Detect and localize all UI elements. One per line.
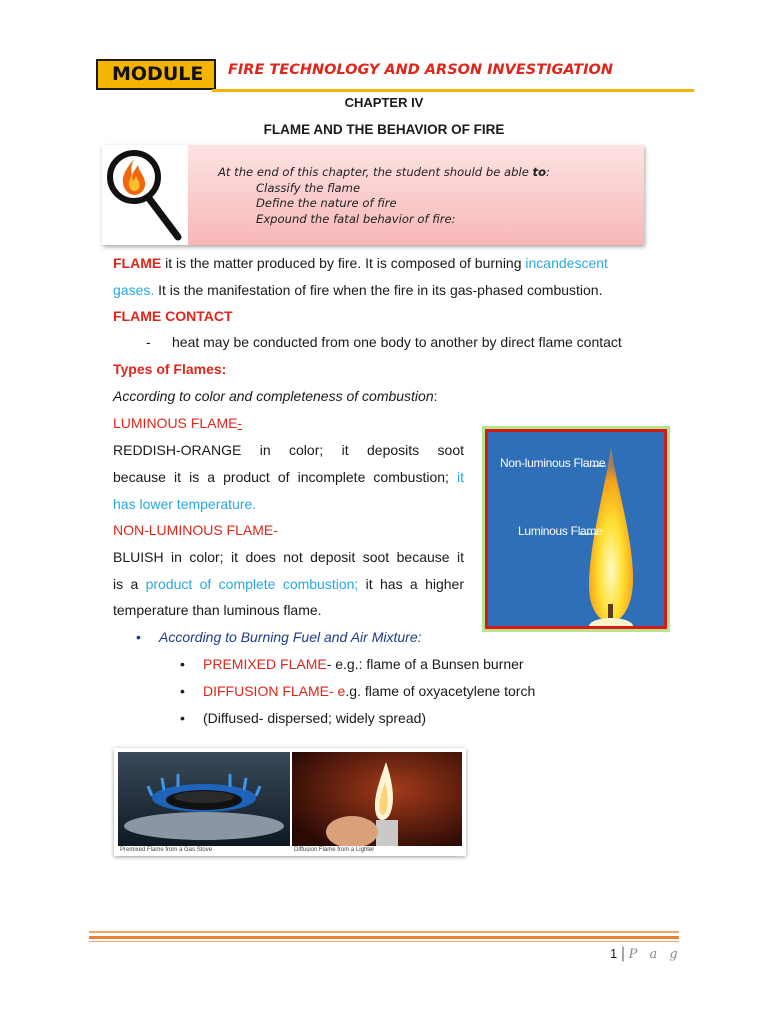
premixed-item: PREMIXED FLAME- e.g.: flame of a Bunsen burner <box>203 656 524 672</box>
premixed-photo-caption: Premixed Flame from a Gas Stove <box>120 847 213 853</box>
luminous-caption: Luminous Flame <box>518 524 603 538</box>
bullet-icon: • <box>180 710 185 726</box>
flame-term: FLAME <box>113 255 162 271</box>
bullet-icon: • <box>180 656 185 672</box>
luminous-flame-label: LUMINOUS FLAME- <box>113 415 243 431</box>
diffusion-item: DIFFUSION FLAME- e.g. flame of oxyacetylene torch <box>203 683 536 699</box>
lighter-photo <box>292 752 462 846</box>
luminous-line-3: has lower temperature. <box>113 496 257 512</box>
page-number: 1 <box>610 946 618 961</box>
flame-contact-text: heat may be conducted from one body to another by direct flame contact <box>172 334 622 350</box>
footer-rule <box>89 936 679 939</box>
flame-definition: FLAME it is the matter produced by fire. It is composed of burning incandescent gases. It is the manifestation of fire when the fire in its gas-phased combustion. <box>113 255 608 298</box>
wick-icon <box>608 604 613 618</box>
mixture-bullet: • <box>136 629 141 645</box>
header-rule <box>212 89 694 92</box>
objectives-intro: At the end of this chapter, the student should be able to: <box>218 165 550 179</box>
diffusion-photo-caption: Diffusion Flame from a Lighter <box>294 847 375 853</box>
page-separator: | <box>620 945 626 962</box>
types-subheading: According to color and completeness of combustion: <box>113 388 438 404</box>
module-label: MODULE <box>96 59 216 90</box>
page-footer <box>610 945 682 963</box>
objectives-panel <box>102 145 644 245</box>
footer-rule <box>89 931 679 933</box>
chapter-number: CHAPTER IV <box>344 95 424 110</box>
diffused-note: (Diffused- dispersed; widely spread) <box>203 710 427 726</box>
objectives-text <box>218 165 550 227</box>
types-heading: Types of Flames: <box>113 361 227 377</box>
flame-contact-dash: - <box>146 334 151 350</box>
luminous-line-1: REDDISH-ORANGE in color; it deposits soot <box>113 442 464 458</box>
luminous-line-2: because it is a product of incomplete combustion; it <box>113 469 464 485</box>
bullet-icon: • <box>180 683 185 699</box>
page-label: P a g <box>628 947 682 962</box>
candle-flame-image <box>485 429 667 629</box>
nonluminous-caption: Non-luminous Flame <box>500 456 606 470</box>
chapter-title: FLAME AND THE BEHAVIOR OF FIRE <box>263 122 505 137</box>
objective-item: Classify the flame <box>256 180 361 195</box>
mixture-heading: According to Burning Fuel and Air Mixture: <box>159 629 422 645</box>
flame-contact-heading: FLAME CONTACT <box>113 308 233 324</box>
gas-stove-photo <box>118 752 290 846</box>
nonluminous-flame-label: NON-LUMINOUS FLAME- <box>113 522 278 538</box>
objective-item: Expound the fatal behavior of fire: <box>256 211 456 226</box>
course-title: FIRE TECHNOLOGY AND ARSON INVESTIGATION <box>228 62 614 78</box>
nonluminous-line-2: is a product of complete combustion; it has a higher <box>113 576 464 592</box>
footer-rule <box>89 941 679 942</box>
flame-photos <box>114 748 466 856</box>
magnifier-fire-icon <box>102 145 188 245</box>
nonluminous-line-1: BLUISH in color; it does not deposit soot because it <box>113 549 464 565</box>
objective-item: Define the nature of fire <box>256 196 397 210</box>
nonluminous-line-3: temperature than luminous flame. <box>113 602 322 618</box>
